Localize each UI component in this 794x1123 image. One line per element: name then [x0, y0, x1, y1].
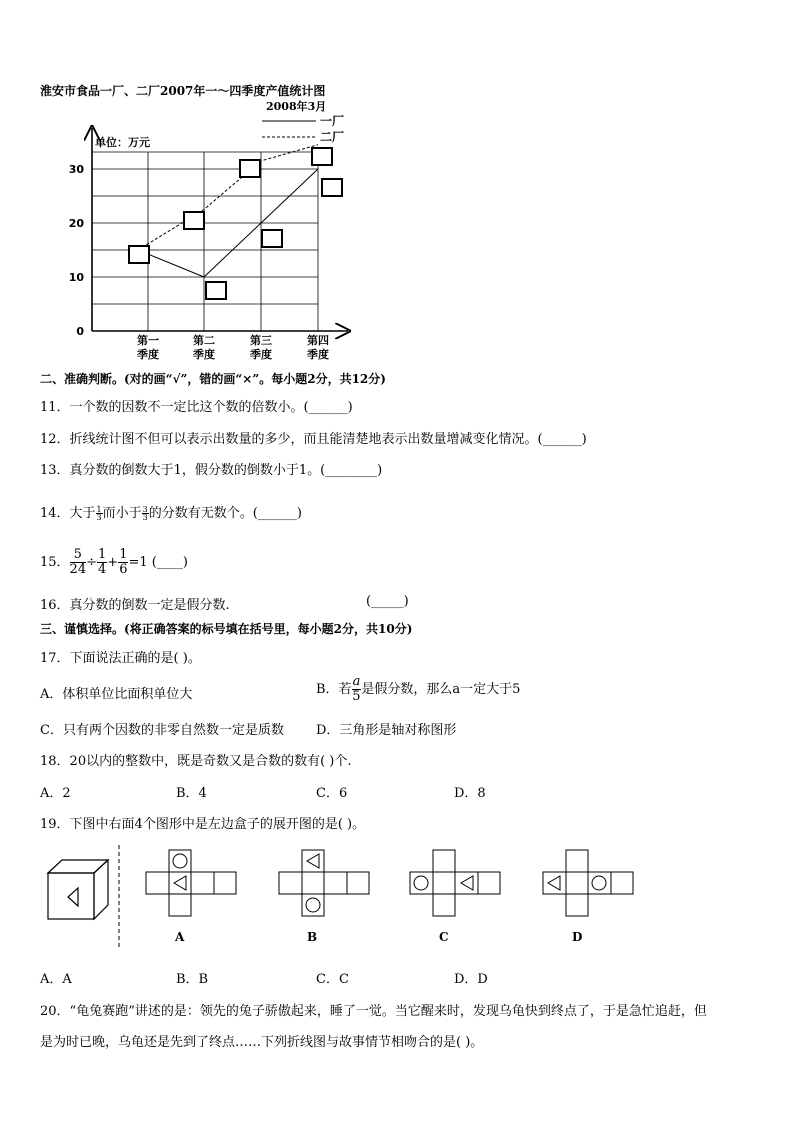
data-label-box — [184, 212, 204, 229]
q15-suffix: =1 (____) — [128, 555, 188, 570]
q15-plus: + — [107, 555, 119, 570]
x-tick-label: 第四 — [307, 334, 329, 347]
q14-suffix: 的分数有无数个。(______) — [148, 506, 302, 521]
question-16-blank: (_____) — [366, 594, 409, 609]
cube-icon — [48, 860, 108, 919]
data-label-box — [129, 246, 149, 263]
q18-option-c: C．6 — [316, 786, 348, 801]
data-label-box — [322, 179, 342, 196]
chart-title: 淮安市食品一厂、二厂2007年一～四季度产值统计图 — [40, 84, 326, 98]
net-d-label: D — [572, 930, 583, 944]
legend-label: 二厂 — [320, 130, 345, 144]
q14-fraction-1: $\frac{1}{3}$ — [96, 505, 102, 522]
q18-option-b: B．4 — [176, 786, 207, 801]
net-c-label: C — [439, 930, 449, 944]
question-20-line1: 20．“龟兔赛跑”讲述的是：领先的兔子骄傲起来，睡了一觉。当它醒来时，发现乌龟快到终点了，于是急忙追赶，但 — [40, 1004, 707, 1019]
question-17: 17．下面说法正确的是( )。 — [40, 651, 201, 666]
x-tick-label: 第二 — [193, 334, 215, 347]
net-b — [279, 850, 369, 916]
data-label-box — [312, 148, 332, 165]
q18-option-d: D．8 — [454, 786, 486, 801]
data-label-box — [206, 282, 226, 299]
q19-option-c: C．C — [316, 972, 349, 987]
x-tick-label: 季度 — [250, 348, 272, 361]
question-16: 16．真分数的倒数一定是假分数. — [40, 598, 230, 613]
question-20-line2: 是为时已晚，乌龟还是先到了终点……下列折线图与故事情节相吻合的是( )。 — [40, 1035, 484, 1050]
q17-b-suffix: 是假分数，那么a一定大于5 — [361, 682, 521, 697]
q19-figure — [40, 838, 650, 953]
y-tick-label: 0 — [76, 325, 84, 338]
question-12: 12．折线统计图不但可以表示出数量的多少，而且能清楚地表示出数量增减变化情况。(______) — [40, 432, 587, 447]
q14-middle: 而小于 — [102, 506, 142, 521]
q14-fraction-2: $\frac{3}{3}$ — [142, 505, 148, 522]
net-a — [146, 850, 236, 916]
net-c — [410, 850, 500, 916]
question-13: 13．真分数的倒数大于1，假分数的倒数小于1。(________) — [40, 463, 383, 478]
q14-prefix: 14．大于 — [40, 506, 96, 521]
y-tick-label: 20 — [68, 217, 84, 230]
q17-option-a: A．体积单位比面积单位大 — [40, 687, 193, 702]
y-axis-unit: 单位：万元 — [95, 136, 150, 149]
x-tick-label: 第三 — [250, 334, 272, 347]
q19-option-d: D．D — [454, 972, 488, 987]
x-tick-label: 第一 — [137, 334, 159, 347]
q17-option-c: C．只有两个因数的非零自然数一定是质数 — [40, 723, 284, 738]
q15-fraction-c: $\frac{1}{6}$ — [119, 547, 128, 577]
chart-grid — [92, 152, 318, 331]
q19-option-a: A．A — [40, 972, 72, 987]
question-18: 18．20以内的整数中，既是奇数又是合数的数有( )个. — [40, 754, 352, 769]
q17-option-d: D．三角形是轴对称图形 — [316, 723, 457, 738]
net-d — [543, 850, 633, 916]
data-label-box — [240, 160, 260, 177]
x-tick-label: 季度 — [193, 348, 215, 361]
question-11: 11．一个数的因数不一定比这个数的倍数小。(______) — [40, 400, 353, 415]
q15-fraction-a: $\frac{5}{24}$ — [69, 547, 87, 577]
net-b-label: B — [307, 930, 318, 944]
q19-option-b: B．B — [176, 972, 209, 987]
question-14 — [40, 502, 302, 521]
x-tick-label: 季度 — [307, 348, 329, 361]
x-tick-label: 季度 — [137, 348, 159, 361]
y-tick-label: 10 — [68, 271, 84, 284]
legend-label: 一厂 — [320, 114, 345, 128]
net-a-label: A — [175, 930, 185, 944]
q18-option-a: A．2 — [40, 786, 71, 801]
question-19: 19．下图中右面4个图形中是左边盒子的展开图的是( )。 — [40, 817, 366, 832]
chart-subtitle: 2008年3月 — [266, 100, 327, 113]
section2-heading: 二、准确判断。(对的画“√”，错的画“×”。每小题2分，共12分) — [40, 372, 386, 386]
q15-divide: ÷ — [86, 555, 97, 570]
q15-fraction-b: $\frac{1}{4}$ — [98, 547, 107, 577]
line-chart — [60, 110, 360, 365]
section3-heading: 三、谨慎选择。(将正确答案的标号填在括号里，每小题2分，共10分) — [40, 622, 413, 636]
q15-number: 15． — [40, 555, 70, 570]
q17-b-prefix: B．若 — [316, 682, 352, 697]
q17-b-fraction: $\frac{a}{5}$ — [352, 674, 361, 704]
y-tick-label: 30 — [68, 163, 84, 176]
question-15 — [40, 548, 188, 577]
series-line — [138, 145, 318, 250]
q17-option-b — [316, 675, 520, 704]
data-label-box — [262, 230, 282, 247]
